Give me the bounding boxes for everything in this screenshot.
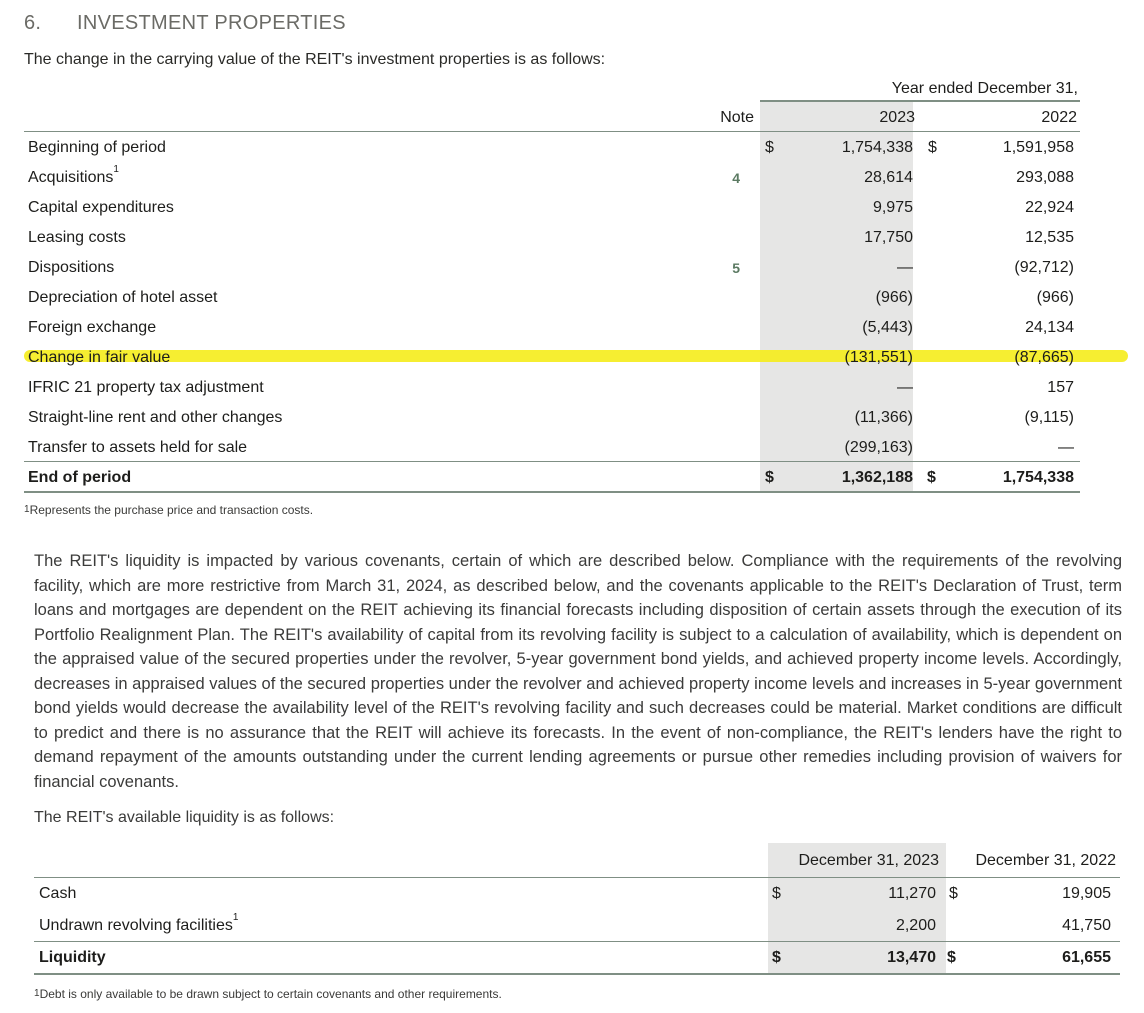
table1-row-2023: — bbox=[897, 259, 913, 276]
table1-period-header: Year ended December 31, bbox=[891, 80, 1078, 97]
table1-row-2022: (966) bbox=[1036, 289, 1074, 306]
table1-row-2023: 28,614 bbox=[864, 169, 913, 186]
table1-row-currency-2023: $ bbox=[765, 139, 774, 156]
table1-row-2023: (5,443) bbox=[862, 319, 913, 336]
table2-row-cash-2022: 19,905 bbox=[1062, 885, 1111, 902]
table1-row-label: Capital expenditures bbox=[28, 199, 174, 216]
table1-total-currency-2022: $ bbox=[927, 469, 936, 486]
table1-total-bottom-rule bbox=[24, 491, 1080, 493]
table1-note-header: Note bbox=[720, 109, 754, 126]
table1-row-2023: — bbox=[897, 379, 913, 396]
table1-2023-header: 2023 bbox=[879, 109, 915, 126]
table1-row-2022: 12,535 bbox=[1025, 229, 1074, 246]
table2-total-label: Liquidity bbox=[39, 949, 106, 966]
table1-row-2022: (87,665) bbox=[1014, 349, 1074, 366]
table1-row-2022: 293,088 bbox=[1016, 169, 1074, 186]
table1-row-label: Transfer to assets held for sale bbox=[28, 439, 248, 456]
table1-row-label: Acquisitions$^1$ bbox=[28, 164, 119, 186]
table2-2022-header: December 31, 2022 bbox=[975, 852, 1116, 869]
section-number: 6. bbox=[24, 12, 42, 34]
table1-row-2023: 17,750 bbox=[864, 229, 913, 246]
table1-row-2022: — bbox=[1058, 439, 1074, 456]
table1-row-2023: 1,754,338 bbox=[841, 139, 913, 156]
table1-total-2023: 1,362,188 bbox=[841, 469, 913, 486]
section-title: INVESTMENT PROPERTIES bbox=[77, 12, 346, 34]
table2-row-undrawn-2023: 2,200 bbox=[895, 917, 936, 934]
table1-row-label: IFRIC 21 property tax adjustment bbox=[28, 379, 264, 396]
table2-row-cash-currency: $ bbox=[772, 885, 781, 902]
table1-row-2023: (131,551) bbox=[844, 349, 913, 366]
table1-total-2022: 1,754,338 bbox=[1002, 469, 1074, 486]
table1-row-2023: (11,366) bbox=[854, 409, 913, 426]
table1-row-label: Dispositions bbox=[28, 259, 115, 276]
table2-header-rule bbox=[34, 877, 1120, 878]
table1-row-note: 4 bbox=[732, 170, 740, 186]
table1-row-2022: 24,134 bbox=[1025, 319, 1074, 336]
table1-row-label: Straight-line rent and other changes bbox=[28, 409, 283, 426]
table1-row-2022: 1,591,958 bbox=[1002, 139, 1074, 156]
table2-footnote: $^1$Debt is only available to be drawn subject to certain covenants and other requirements. bbox=[34, 987, 502, 1001]
table1-total-currency-2023: $ bbox=[765, 469, 774, 486]
table1-row-2022: 157 bbox=[1047, 379, 1074, 396]
table2-total-2022: 61,655 bbox=[1062, 949, 1111, 966]
table2-2023-header: December 31, 2023 bbox=[798, 852, 939, 869]
table1-row-2022: 22,924 bbox=[1025, 199, 1074, 216]
table2-total-top-rule bbox=[34, 941, 1120, 942]
table1-row-note: 5 bbox=[732, 260, 740, 276]
table1-row-label: Depreciation of hotel asset bbox=[28, 289, 218, 306]
table2-row-undrawn-2022: 41,750 bbox=[1062, 917, 1111, 934]
table1-total-top-rule bbox=[24, 461, 1080, 462]
table2-row-undrawn-label: Undrawn revolving facilities$^1$ bbox=[39, 912, 239, 934]
table1-row-2023: 9,975 bbox=[872, 199, 913, 216]
table2-row-cash-label: Cash bbox=[39, 885, 77, 902]
liquidity-paragraph: The REIT's liquidity is impacted by various covenants, certain of which are described below. Compliance with the requirements of the revolving facility, which are more restrictive from March 31, 2024, as described below, and the covenants applicable to the REIT's Declaration of Trust, term loans and mortgages are dependent on the REIT achieving its financial forecasts including disposition of certain assets through the execution of its Portfolio Realignment Plan. The REIT's availability of capital from its revolving facility is subject to a calculation of availability, which is dependent on the appraised value of the secured properties under the revolver, 5-year government bond yields, and achieved property income levels. Accordingly, decreases in appraised values of the secured properties under the revolver and achieved property income levels and increases in 5-year government bond yields would decrease the availability level of the REIT's revolving facility and such decreases could be material. Market conditions are difficult to predict and there is no assurance that the REIT will achieve its forecasts. In the event of non-compliance, the REIT's lenders have the right to demand repayment of the amounts outstanding under the current lending agreements or pursue other remedies including provision of waivers for financial covenants. bbox=[34, 552, 1122, 791]
table1-row-currency-2022: $ bbox=[928, 139, 937, 156]
table1-2022-header: 2022 bbox=[1041, 109, 1077, 126]
table1-row-label: Change in fair value bbox=[28, 349, 171, 366]
table1-row-2022: (9,115) bbox=[1024, 409, 1074, 426]
table1-row-label: Foreign exchange bbox=[28, 319, 157, 336]
table1-footnote: $^1$Represents the purchase price and transaction costs. bbox=[24, 503, 314, 517]
table1-row-2023: (299,163) bbox=[844, 439, 913, 456]
table2-total-2023: 13,470 bbox=[887, 949, 936, 966]
table1-row-label: Beginning of period bbox=[28, 139, 166, 156]
liquidity-intro: The REIT's available liquidity is as follows: bbox=[34, 809, 335, 826]
table1-row-2022: (92,712) bbox=[1014, 259, 1074, 276]
table2-row-cash-currency-2022: $ bbox=[949, 885, 958, 902]
table1-row-label: Leasing costs bbox=[28, 229, 126, 246]
table1-row-2023: (966) bbox=[875, 289, 913, 306]
intro-text: The change in the carrying value of the REIT's investment properties is as follows: bbox=[24, 51, 606, 68]
table2-total-currency-2022: $ bbox=[947, 949, 956, 966]
table2-row-cash-2023: 11,270 bbox=[888, 885, 936, 902]
table1-header-rule bbox=[24, 131, 1080, 132]
table1-total-label: End of period bbox=[28, 469, 132, 486]
table2-total-bottom-rule bbox=[34, 973, 1120, 975]
table2-total-currency-2023: $ bbox=[772, 949, 781, 966]
